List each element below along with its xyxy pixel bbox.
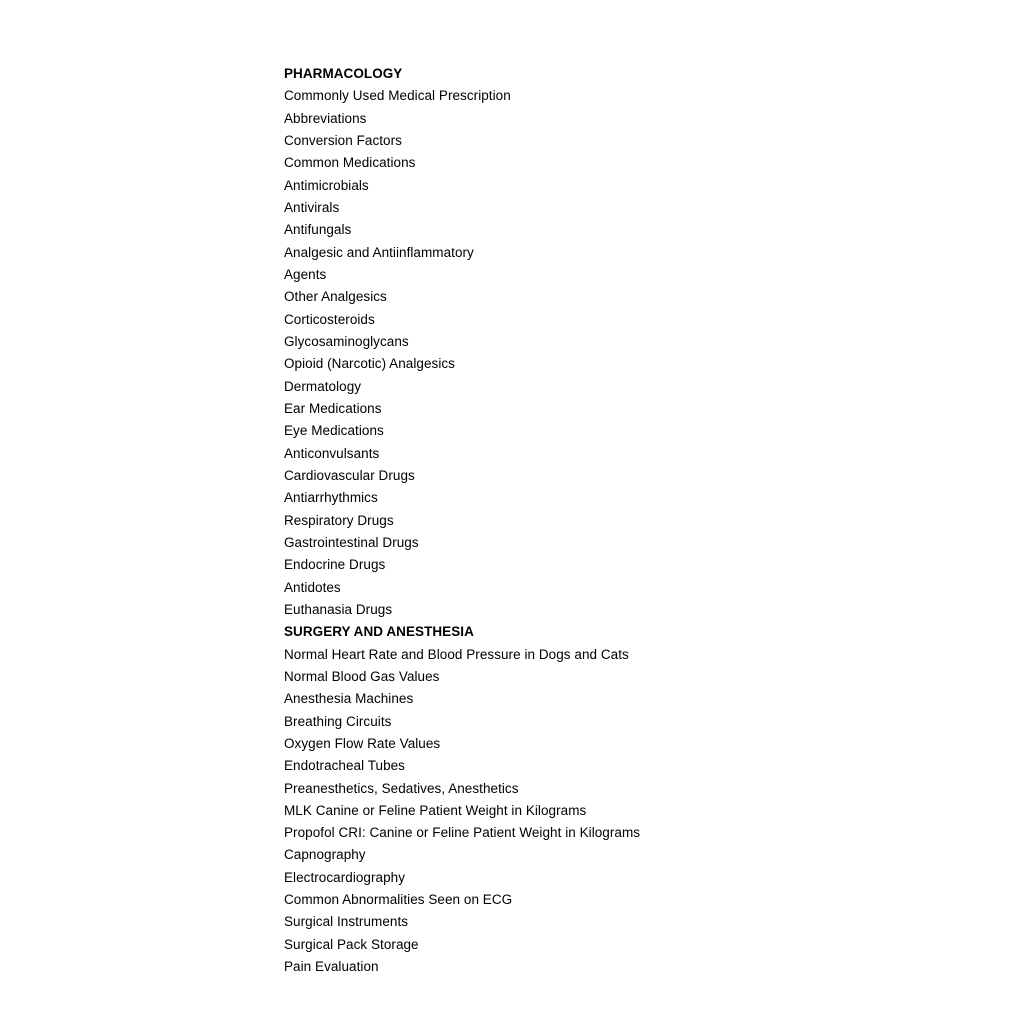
list-item: Other Analgesics	[284, 289, 387, 305]
list-item: Dermatology	[284, 378, 362, 394]
list-item: Antiarrhythmics	[284, 490, 378, 506]
list-item: Euthanasia Drugs	[284, 601, 393, 617]
list-item: Analgesic and Antiinflammatory	[284, 244, 474, 260]
list-item: Endotracheal Tubes	[284, 758, 405, 774]
list-item: Opioid (Narcotic) Analgesics	[284, 356, 455, 372]
list-item: Electrocardiography	[284, 869, 406, 885]
list-item: Surgical Pack Storage	[284, 936, 419, 952]
list-item: Normal Heart Rate and Blood Pressure in Dogs and Cats	[284, 646, 629, 662]
list-item: Antimicrobials	[284, 177, 369, 193]
section-heading: PHARMACOLOGY	[284, 66, 403, 81]
list-item: Conversion Factors	[284, 132, 402, 148]
list-item: Corticosteroids	[284, 311, 375, 327]
contents-list	[284, 63, 640, 978]
list-item: Pain Evaluation	[284, 959, 379, 975]
list-item: Antivirals	[284, 199, 340, 215]
list-item: Anticonvulsants	[284, 445, 380, 461]
list-item: Common Abnormalities Seen on ECG	[284, 892, 513, 908]
list-item: Agents	[284, 266, 327, 282]
list-item: Ear Medications	[284, 400, 382, 416]
list-item: Breathing Circuits	[284, 713, 392, 729]
list-item: Respiratory Drugs	[284, 512, 394, 528]
list-item: Gastrointestinal Drugs	[284, 534, 419, 550]
list-item: Commonly Used Medical Prescription	[284, 88, 511, 104]
list-item: Anesthesia Machines	[284, 691, 414, 707]
list-item: MLK Canine or Feline Patient Weight in Kilograms	[284, 802, 587, 818]
list-item: Glycosaminoglycans	[284, 333, 409, 349]
list-item: Oxygen Flow Rate Values	[284, 735, 441, 751]
list-item: Antidotes	[284, 579, 341, 595]
list-item: Cardiovascular Drugs	[284, 467, 415, 483]
list-item: Abbreviations	[284, 110, 367, 126]
section-heading: SURGERY AND ANESTHESIA	[284, 624, 474, 640]
list-item: Endocrine Drugs	[284, 557, 386, 573]
list-item: Normal Blood Gas Values	[284, 668, 440, 684]
list-item: Antifungals	[284, 222, 352, 238]
list-item: Common Medications	[284, 155, 416, 171]
list-item: Capnography	[284, 847, 366, 863]
list-item: Preanesthetics, Sedatives, Anesthetics	[284, 780, 519, 796]
list-item: Propofol CRI: Canine or Feline Patient Weight in Kilograms	[284, 825, 641, 841]
list-item: Surgical Instruments	[284, 914, 409, 930]
list-item: Eye Medications	[284, 423, 384, 439]
